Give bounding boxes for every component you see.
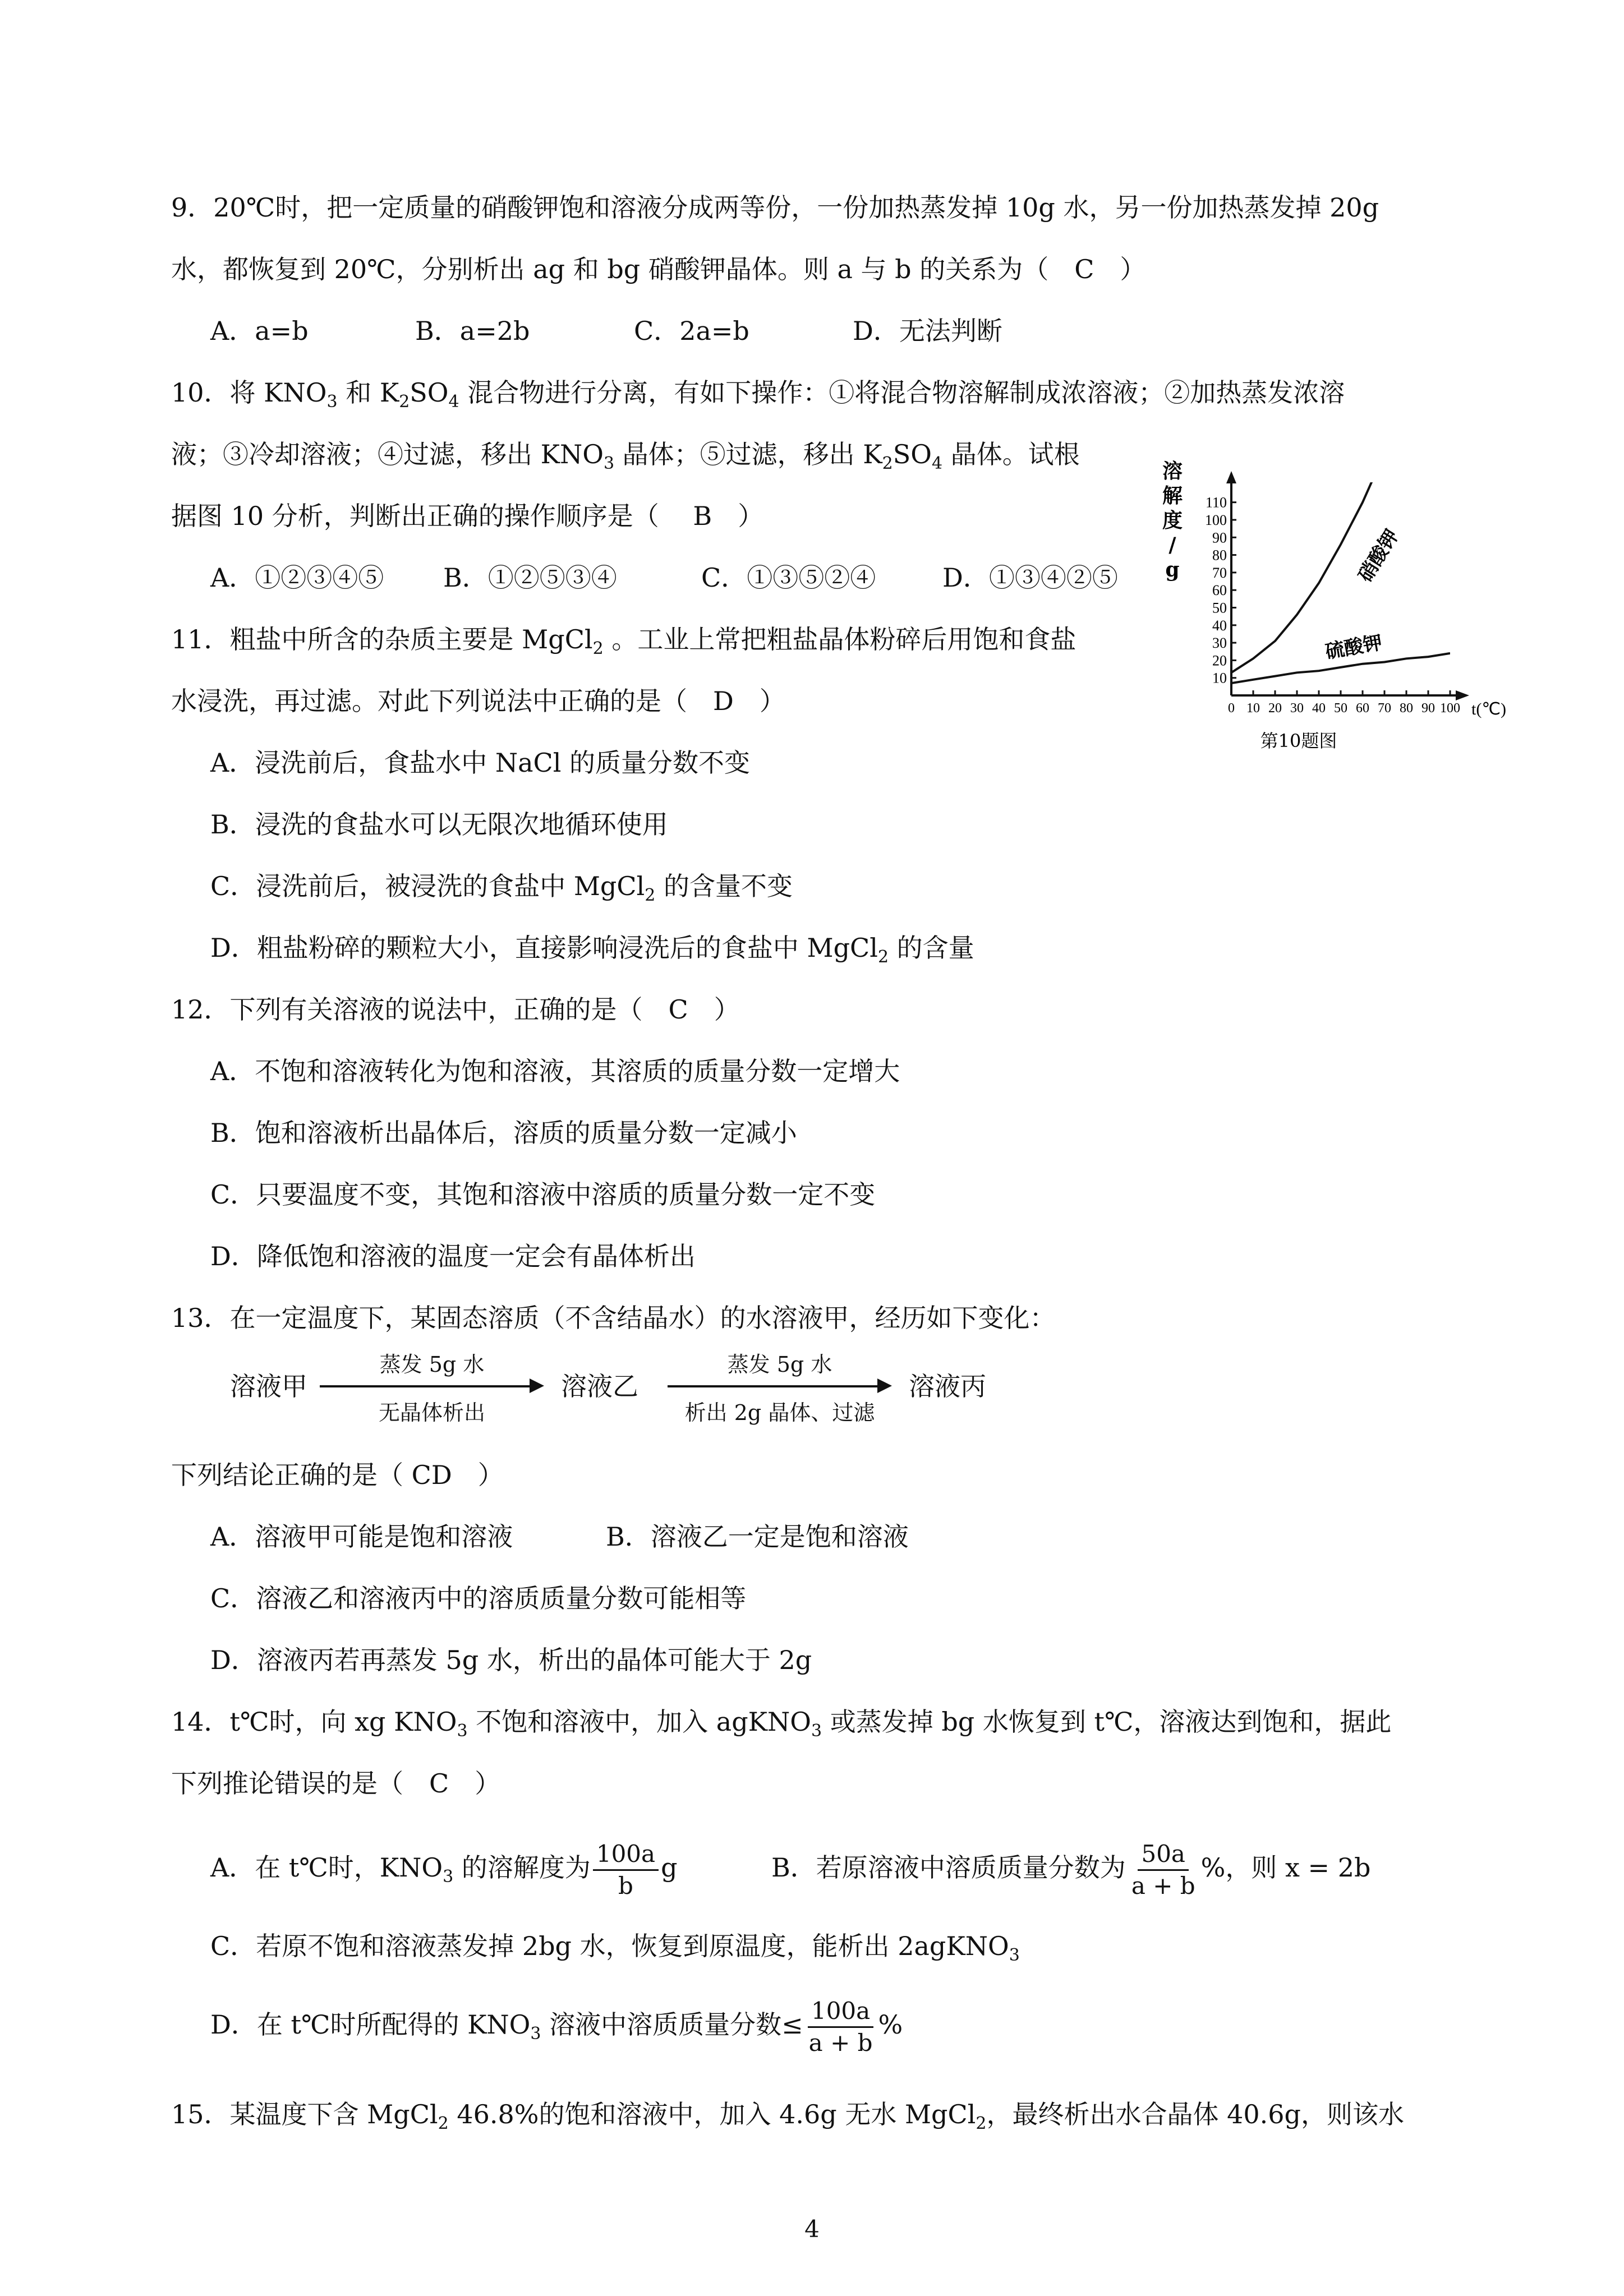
q11-line1: 11．粗盐中所含的杂质主要是 MgCl$_2$ 。工业上常把粗盐晶体粉碎后用饱和食盐 <box>171 624 1076 658</box>
x-tick-label: 50 <box>1334 701 1347 716</box>
solubility-chart <box>1156 449 1507 763</box>
q13-option-a: A．溶液甲可能是饱和溶液 <box>210 1522 513 1552</box>
x-tick-label: 10 <box>1246 701 1260 716</box>
arrow1-head <box>530 1378 544 1393</box>
chart-caption: 第10题图 <box>1260 730 1337 751</box>
q13-option-c: C．溶液乙和溶液丙中的溶质质量分数可能相等 <box>210 1583 747 1613</box>
q10-line2: 液；③冷却溶液；④过滤，移出 $KNO_3$ 晶体；⑤过滤，移出 $K_2SO_4$ 晶体。试根 <box>171 439 1080 473</box>
x-tick-label: 70 <box>1378 701 1391 716</box>
y-tick-label: 50 <box>1212 600 1227 616</box>
solution-yi: 溶液乙 <box>561 1371 638 1401</box>
y-axis-label-char: 解 <box>1162 484 1183 508</box>
q9-option-b: B．a=2b <box>415 316 530 346</box>
y-axis-label-char: / <box>1168 533 1176 557</box>
solution-bing: 溶液丙 <box>909 1371 986 1401</box>
q15-line1: 15．某温度下含 MgCl$_2$ 46.8%的饱和溶液中，加入 4.6g 无水 MgCl$_2$，最终析出水合晶体 40.6g，则该水 <box>171 2099 1404 2133</box>
q14-option-a: A．在 t℃时，$KNO_3$ 的溶解度为 $\frac{100a}{b}$ g <box>210 1837 678 1901</box>
x-tick-label: 0 <box>1228 701 1235 716</box>
x-tick-label: 80 <box>1400 701 1413 716</box>
process-arrow-2 <box>668 1352 892 1425</box>
q14-b-fraction: $\frac{50a}{a + b}$ <box>1131 1839 1195 1899</box>
process-arrow-1 <box>320 1352 544 1425</box>
q9-option-c: C．2a=b <box>634 316 749 346</box>
y-tick-label: 20 <box>1212 652 1227 669</box>
q14-a-fraction: $\frac{100a}{b}$ <box>593 1839 659 1901</box>
q14-option-b: B．若原溶液中溶质质量分数为 $\frac{50a}{a + b}$ %，则 x = 2b <box>771 1837 1370 1901</box>
arrow2-bottom-label: 析出 2g 晶体、过滤 <box>684 1400 875 1425</box>
q13-option-d: D．溶液丙若再蒸发 5g 水，析出的晶体可能大于 2g <box>210 1645 812 1675</box>
q11-option-b: B．浸洗的食盐水可以无限次地循环使用 <box>210 809 668 840</box>
y-tick-label: 40 <box>1212 617 1227 634</box>
q9-line2: 水，都恢复到 20℃，分别析出 ag 和 bg 硝酸钾晶体。则 a 与 b 的关系为（ C ） <box>171 254 1146 284</box>
q11-option-d: D．粗盐粉碎的颗粒大小，直接影响浸洗后的食盐中 MgCl$_2$ 的含量 <box>210 933 974 967</box>
q10-option-b: B．①②⑤③④ <box>443 563 617 593</box>
q12-line1: 12．下列有关溶液的说法中，正确的是（ C ） <box>171 994 740 1025</box>
q13-option-b: B．溶液乙一定是饱和溶液 <box>606 1522 909 1552</box>
q9-line1: 9．20℃时，把一定质量的硝酸钾饱和溶液分成两等份，一份加热蒸发掉 10g 水，另一份加热蒸发掉 20g <box>171 192 1379 223</box>
q14-d-fraction: $\frac{100a}{a + b}$ <box>808 1997 873 2057</box>
y-tick-label: 110 <box>1205 494 1227 511</box>
x-tick-label: 40 <box>1312 701 1326 716</box>
x-tick-label: 100 <box>1440 701 1460 716</box>
q10-line1: 10．将 $KNO_3$ 和 $K_2SO_4$ 混合物进行分离，有如下操作：①将混合物溶解制成浓溶液；②加热蒸发浓溶 <box>171 377 1345 412</box>
arrow1-top-label: 蒸发 5g 水 <box>379 1352 485 1377</box>
x-axis-label: t(℃) <box>1471 700 1507 718</box>
y-axis-label-char: 溶 <box>1162 459 1183 483</box>
q14-line1: 14．t℃时，向 xg $KNO_3$ 不饱和溶液中，加入 agKNO$_3$ 或蒸发掉 bg 水恢复到 t℃，溶液达到饱和，据此 <box>171 1707 1392 1741</box>
series-label-k2so4: 硫酸钾 <box>1323 631 1384 663</box>
q13-line2: 下列结论正确的是（ CD ） <box>171 1460 504 1490</box>
q14-option-d: D．在 t℃时所配得的 $KNO_3$ 溶液中溶质质量分数≤ $\frac{100a}{a + b}$ % <box>210 1994 903 2058</box>
q10-option-c: C．①③⑤②④ <box>701 563 876 593</box>
q11-option-c: C．浸洗前后，被浸洗的食盐中 MgCl$_2$ 的含量不变 <box>210 871 793 905</box>
x-axis-arrow <box>1456 690 1469 700</box>
y-axis-label-char: 度 <box>1162 509 1183 532</box>
q12-option-c: C．只要温度不变，其饱和溶液中溶质的质量分数一定不变 <box>210 1179 876 1210</box>
q10-option-d: D．①③④②⑤ <box>942 563 1118 593</box>
q12-option-d: D．降低饱和溶液的温度一定会有晶体析出 <box>210 1241 696 1271</box>
q10-option-a: A．①②③④⑤ <box>210 563 384 593</box>
q13-line1: 13．在一定温度下，某固态溶质（不含结晶水）的水溶液甲，经历如下变化： <box>171 1303 1056 1333</box>
q11-line2: 水浸洗，再过滤。对此下列说法中正确的是（ D ） <box>171 686 785 716</box>
series-label-kno3: 硝酸钾 <box>1354 525 1404 586</box>
q11-option-a: A．浸洗前后，食盐水中 NaCl 的质量分数不变 <box>210 748 751 778</box>
x-tick-label: 60 <box>1356 701 1369 716</box>
q12-option-b: B．饱和溶液析出晶体后，溶质的质量分数一定减小 <box>210 1118 797 1148</box>
arrow2-head <box>877 1378 892 1393</box>
q9-option-d: D．无法判断 <box>853 316 1002 346</box>
y-axis-arrow <box>1226 471 1236 483</box>
y-axis-label-char: g <box>1165 558 1180 582</box>
y-tick-label: 80 <box>1212 547 1227 564</box>
q14-line2: 下列推论错误的是（ C ） <box>171 1768 501 1799</box>
x-tick-label: 90 <box>1421 701 1435 716</box>
x-tick-label: 20 <box>1268 701 1282 716</box>
arrow2-top-label: 蒸发 5g 水 <box>727 1352 832 1377</box>
y-tick-label: 70 <box>1212 564 1227 581</box>
y-tick-label: 60 <box>1212 582 1227 599</box>
solution-jia: 溶液甲 <box>230 1371 307 1401</box>
q12-option-a: A．不饱和溶液转化为饱和溶液，其溶质的质量分数一定增大 <box>210 1056 900 1086</box>
q9-option-a: A．a=b <box>210 316 309 346</box>
page-number: 4 <box>804 2215 820 2243</box>
q14-option-c: C．若原不饱和溶液蒸发掉 2bg 水，恢复到原温度，能析出 2agKNO$_3$ <box>210 1931 1020 1965</box>
y-tick-label: 30 <box>1212 635 1227 652</box>
arrow1-line <box>320 1385 534 1387</box>
x-tick-label: 30 <box>1290 701 1304 716</box>
y-tick-label: 90 <box>1212 529 1227 546</box>
y-tick-label: 100 <box>1205 511 1227 528</box>
arrow2-line <box>668 1385 882 1387</box>
arrow1-bottom-label: 无晶体析出 <box>378 1400 485 1425</box>
y-tick-label: 10 <box>1212 670 1227 686</box>
series-line-kno3 <box>1231 264 1450 672</box>
q10-line3: 据图 10 分析，判断出正确的操作顺序是（ B ） <box>171 501 764 531</box>
